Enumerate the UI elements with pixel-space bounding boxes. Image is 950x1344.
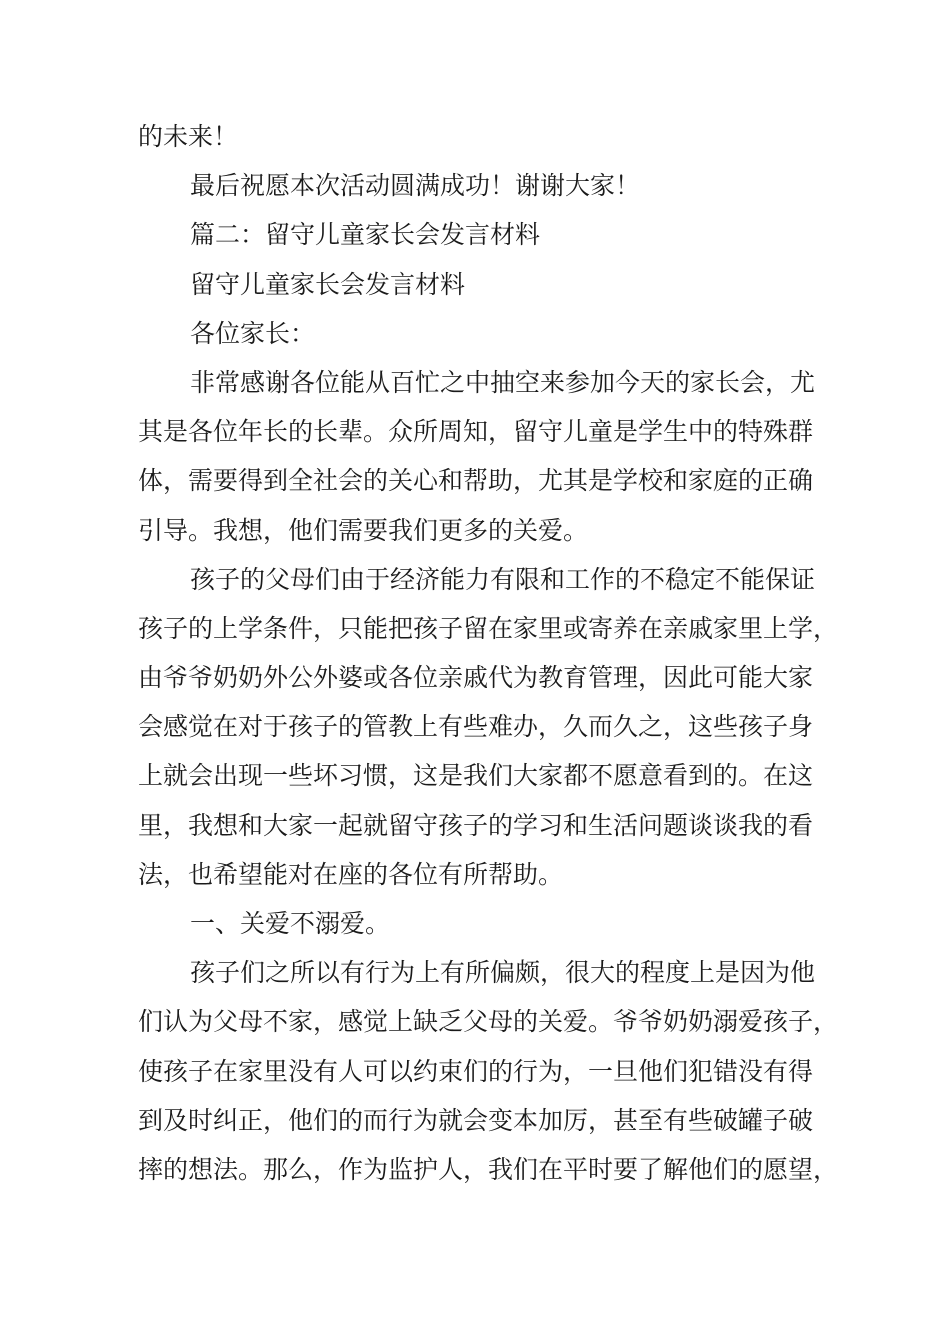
text-line: 孩子的父母们由于经济能力有限和工作的不稳定不能保证 xyxy=(190,564,816,594)
text-line: 里，我想和大家一起就留守孩子的学习和生活问题谈谈我的看 xyxy=(138,810,814,840)
text-line: 会感觉在对于孩子的管教上有些难办，久而久之，这些孩子身 xyxy=(138,712,814,742)
text-line: 体，需要得到全社会的关心和帮助，尤其是学校和家庭的正确 xyxy=(138,466,814,496)
document-body xyxy=(138,112,838,1194)
text-line: 其是各位年长的长辈。众所周知，留守儿童是学生中的特殊群 xyxy=(138,417,814,447)
text-line: 的未来！ xyxy=(138,122,239,151)
text-line: 留守儿童家长会发言材料 xyxy=(190,269,466,299)
text-line: 使孩子在家里没有人可以约束们的行为，一旦他们犯错没有得 xyxy=(138,1056,814,1086)
text-line: 上就会出现一些坏习惯，这是我们大家都不愿意看到的。在这 xyxy=(138,761,814,791)
text-line: 法，也希望能对在座的各位有所帮助。 xyxy=(138,859,564,889)
text-line: 到及时纠正，他们的而行为就会变本加厉，甚至有些破罐子破 xyxy=(138,1105,814,1135)
text-line: 最后祝愿本次活动圆满成功！谢谢大家！ xyxy=(190,171,641,201)
text-line: 孩子的上学条件，只能把孩子留在家里或寄养在亲戚家里上学， xyxy=(138,613,839,643)
text-line: 一、关爱不溺爱。 xyxy=(190,909,391,938)
text-line: 引导。我想，他们需要我们更多的关爱。 xyxy=(138,515,589,545)
text-line: 摔的想法。那么，作为监护人，我们在平时要了解他们的愿望， xyxy=(138,1154,839,1184)
text-line: 各位家长： xyxy=(190,318,316,348)
text-line: 非常感谢各位能从百忙之中抽空来参加今天的家长会，尤 xyxy=(190,367,816,397)
text-line: 由爷爷奶奶外公外婆或各位亲戚代为教育管理，因此可能大家 xyxy=(138,663,814,693)
text-line: 孩子们之所以有行为上有所偏颇，很大的程度上是因为他 xyxy=(190,958,816,988)
text-line: 们认为父母不家，感觉上缺乏父母的关爱。爷爷奶奶溺爱孩子， xyxy=(138,1007,839,1037)
text-line: 篇二：留守儿童家长会发言材料 xyxy=(190,220,541,250)
